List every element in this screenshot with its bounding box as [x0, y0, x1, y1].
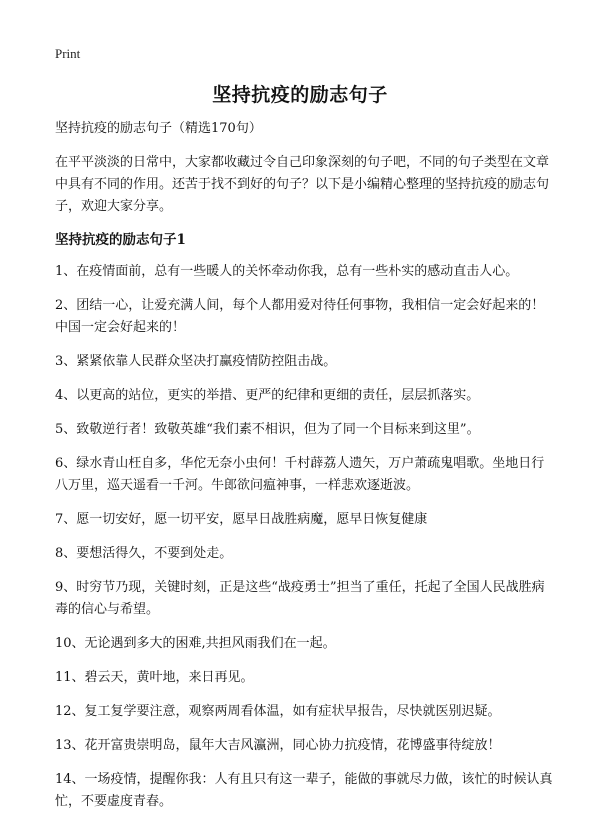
- list-item: 7、愿一切安好，愿一切平安，愿早日战胜病魔，愿早日恢复健康: [55, 512, 428, 527]
- list-item: 9、时穷节乃现，关键时刻，正是这些“战疫勇士”担当了重任，托起了全国人民战胜病毒的信心与希望。: [55, 580, 545, 617]
- article-body: [55, 118, 555, 825]
- print-link[interactable]: Print: [55, 46, 81, 61]
- list-item: 11、碧云天，黄叶地，来日再见。: [55, 670, 254, 685]
- list-item: 5、致敬逆行者！致敬英雄“我们素不相识，但为了同一个目标来到这里”。: [55, 422, 480, 437]
- article-subtitle: 坚持抗疫的励志句子（精选170句）: [55, 121, 262, 136]
- sentence-list: [55, 261, 555, 813]
- list-item: 2、团结一心，让爱充满人间，每个人都用爱对待任何事物，我相信一定会好起来的！中国一定会好起来的！: [55, 298, 545, 335]
- intro-paragraph: 在平平淡淡的日常中，大家都收藏过令自己印象深刻的句子吧，不同的句子类型在文章中具有不同的作用。还苦于找不到好的句子？以下是小编精心整理的坚持抗疫的励志句子，欢迎大家分享。: [55, 155, 550, 214]
- list-item: 6、绿水青山枉自多，华佗无奈小虫何！千村薜荔人遗矢，万户萧疏鬼唱歌。坐地日行八万里，巡天遥看一千河。牛郎欲问瘟神事，一样悲欢逐逝波。: [55, 456, 545, 493]
- page-title: 坚持抗疫的励志句子: [212, 84, 388, 106]
- list-item: 1、在疫情面前，总有一些暖人的关怀牵动你我，总有一些朴实的感动直击人心。: [55, 264, 519, 279]
- list-item: 3、紧紧依靠人民群众坚决打赢疫情防控阻击战。: [55, 354, 337, 369]
- list-item: 8、要想活得久，不要到处走。: [55, 546, 233, 561]
- list-item: 13、花开富贵崇明岛，鼠年大吉风瀛洲，同心协力抗疫情，花博盛事待绽放！: [55, 738, 501, 753]
- list-item: 12、复工复学要注意，观察两周看体温，如有症状早报告，尽快就医别迟疑。: [55, 704, 501, 719]
- list-item: 14、一场疫情，提醒你我：人有且只有这一辈子，能做的事就尽力做，该忙的时候认真忙，不要虚度青春。: [55, 772, 553, 809]
- list-item: 4、以更高的站位，更实的举措、更严的纪律和更细的责任，层层抓落实。: [55, 388, 480, 403]
- list-item: 10、无论遇到多大的困难,共担风雨我们在一起。: [55, 636, 336, 651]
- section-heading: 坚持抗疫的励志句子1: [55, 232, 186, 248]
